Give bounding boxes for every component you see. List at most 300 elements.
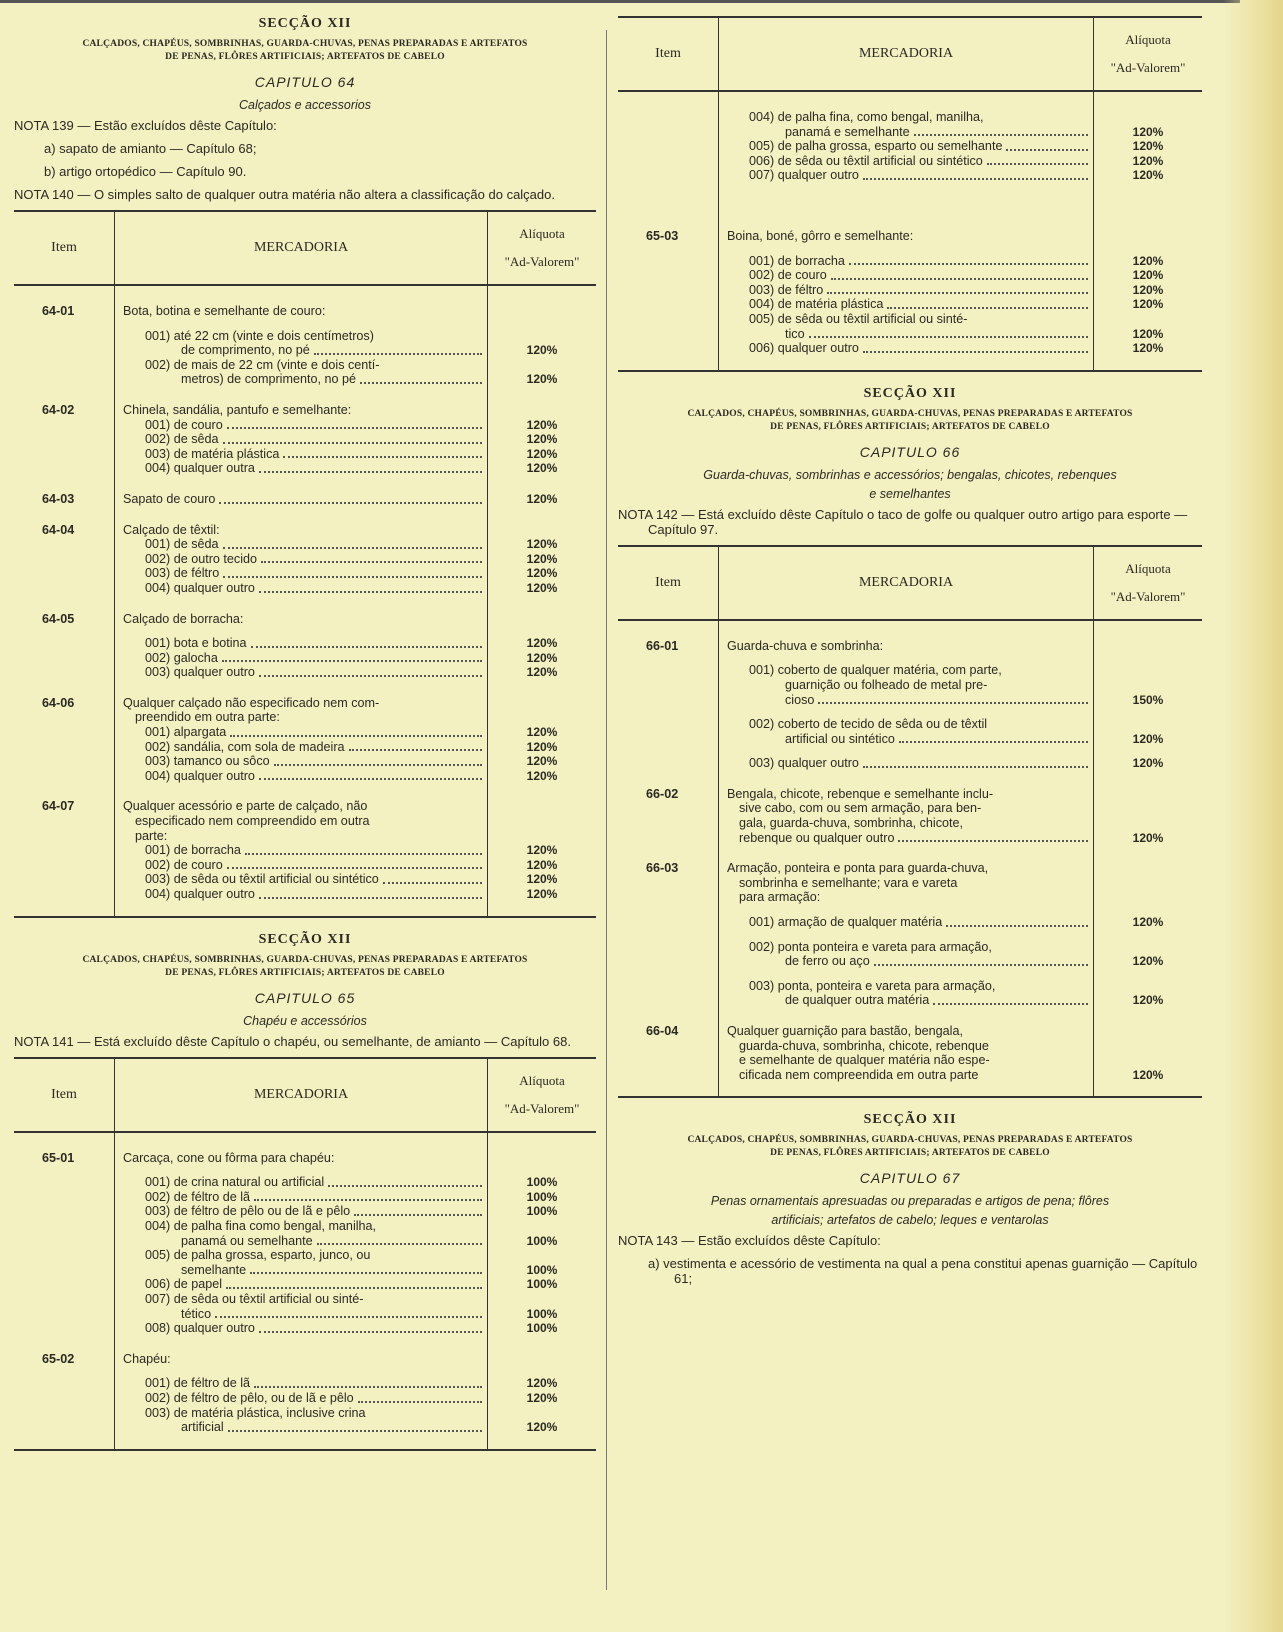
chapter-title: Penas ornamentais apresuadas ou preparadas e artigos de pena; flôres — [710, 1194, 1110, 1209]
rate-value: 120% — [526, 843, 558, 858]
merc-cell — [718, 993, 1094, 1008]
dot-leader — [274, 764, 482, 766]
dot-leader — [354, 1214, 482, 1216]
merc-cell — [718, 1024, 1094, 1039]
chapter-heading: CAPITULO 65 — [254, 989, 356, 1006]
merc-cell — [718, 756, 1094, 771]
merc-cell — [114, 552, 488, 567]
merc-cell — [114, 1151, 488, 1166]
column-rule — [718, 18, 719, 370]
merc-text: 006) qualquer outro — [749, 341, 859, 356]
rate-value: 120% — [1132, 1067, 1164, 1082]
merc-cell — [718, 954, 1094, 969]
merc-line — [718, 663, 1202, 678]
merc-cell — [718, 801, 1094, 816]
table-row — [14, 612, 596, 680]
merc-lines — [718, 110, 1202, 183]
header-merc — [114, 1059, 488, 1131]
tariff-table — [618, 545, 1202, 1099]
merc-line — [114, 887, 596, 902]
dot-leader — [863, 351, 1088, 353]
merc-cell — [114, 432, 488, 447]
merc-text: de qualquer outra matéria — [785, 993, 930, 1008]
dot-leader — [226, 1287, 482, 1289]
merc-cell — [114, 403, 488, 418]
row-gap — [618, 1008, 1202, 1024]
dot-leader — [317, 1243, 482, 1245]
column-rule — [114, 1059, 115, 1449]
merc-text: 001) de borracha — [749, 253, 845, 268]
spacer — [114, 319, 596, 329]
merc-cell — [114, 358, 488, 373]
dot-leader — [314, 353, 482, 355]
item-code: 64-02 — [42, 402, 75, 417]
header-item-label: Item — [51, 240, 77, 255]
column-rule — [487, 212, 488, 916]
merc-text: sombrinha e semelhante; vara e vareta — [739, 875, 958, 890]
merc-cell — [718, 639, 1094, 654]
merc-lines — [114, 523, 596, 596]
merc-line — [114, 537, 596, 552]
merc-cell — [718, 229, 1094, 244]
rate-value: 120% — [1132, 268, 1164, 283]
rate-value: 120% — [526, 754, 558, 769]
rate-value: 120% — [526, 739, 558, 754]
merc-lines — [718, 199, 1202, 356]
merc-line — [114, 581, 596, 596]
section-subtitle: CALÇADOS, CHAPÉUS, SOMBRINHAS, GUARDA-CHUVAS, PENAS PREPARADAS E ARTEFATOS — [82, 954, 528, 965]
section-subtitle: DE PENAS, FLÔRES ARTIFICIAIS; ARTEFATOS DE CABELO — [770, 421, 1050, 432]
merc-cell — [114, 887, 488, 902]
column-rule — [487, 1059, 488, 1449]
merc-text: 001) de couro — [145, 417, 223, 432]
header-merc — [718, 18, 1094, 90]
rate-value: 120% — [1132, 124, 1164, 139]
merc-text: 002) de féltro de pêlo, ou de lã e pêlo — [145, 1390, 354, 1405]
merc-cell — [718, 1039, 1094, 1054]
dot-leader — [827, 292, 1088, 294]
dot-leader — [360, 382, 482, 384]
chapter-title: artificiais; artefatos de cabelo; leques e ventarolas — [771, 1213, 1049, 1228]
merc-line — [114, 1248, 596, 1263]
merc-cell — [114, 304, 488, 319]
merc-text: e semelhante de qualquer matéria não espe- — [739, 1053, 990, 1068]
merc-lines — [718, 639, 1202, 771]
merc-line — [718, 268, 1202, 283]
section-subtitle: CALÇADOS, CHAPÉUS, SOMBRINHAS, GUARDA-CHUVAS, PENAS PREPARADAS E ARTEFATOS — [82, 39, 528, 49]
merc-text: 001) alpargata — [145, 725, 227, 740]
merc-line — [718, 125, 1202, 140]
row-gap — [14, 476, 596, 492]
merc-line — [114, 492, 596, 507]
header-rate-sublabel: "Ad-Valorem" — [1110, 60, 1186, 75]
dot-leader — [259, 471, 482, 473]
rate-value: 120% — [526, 636, 558, 651]
merc-text: 001) de féltro de lã — [145, 1376, 251, 1391]
merc-cell — [114, 461, 488, 476]
merc-cell — [114, 843, 488, 858]
merc-text: 001) de crina natural ou artificial — [145, 1175, 325, 1190]
dot-leader — [259, 1331, 482, 1333]
spacer — [718, 199, 1202, 229]
merc-cell — [114, 1277, 488, 1292]
merc-cell — [114, 1190, 488, 1205]
header-rate-label: Alíquota — [519, 1072, 565, 1088]
merc-text: 002) sandália, com sola de madeira — [145, 739, 345, 754]
rate-value: 120% — [526, 551, 558, 566]
merc-line — [718, 283, 1202, 298]
spacer — [718, 969, 1202, 979]
merc-text: Sapato de couro — [123, 491, 216, 506]
header-merc-label: MERCADORIA — [858, 46, 954, 61]
rate-value: 120% — [526, 725, 558, 740]
dot-leader — [358, 1401, 482, 1403]
merc-text: especificado nem compreendido em outra — [135, 814, 370, 829]
dot-leader — [849, 263, 1088, 265]
dot-leader — [259, 591, 482, 593]
merc-line — [114, 1391, 596, 1406]
merc-cell — [718, 678, 1094, 693]
merc-line — [114, 651, 596, 666]
item-code: 66-01 — [646, 638, 679, 653]
rate-value: 120% — [526, 1376, 558, 1391]
table-row — [14, 523, 596, 596]
table-row — [14, 492, 596, 507]
merc-text: 003) de matéria plástica — [145, 446, 280, 461]
rate-value: 120% — [526, 343, 558, 358]
header-rate-label: Alíquota — [519, 226, 565, 241]
dot-leader — [259, 897, 482, 899]
merc-line — [718, 229, 1202, 244]
merc-line — [718, 678, 1202, 693]
dot-leader — [228, 1430, 482, 1432]
merc-text: para armação: — [739, 890, 821, 905]
merc-line — [718, 312, 1202, 327]
merc-text: 001) armação de qualquer matéria — [749, 915, 943, 930]
merc-text: Calçado de borracha: — [123, 611, 244, 626]
merc-text: 003) de féltro — [749, 282, 824, 297]
merc-text: 004) qualquer outro — [145, 887, 255, 901]
rate-value: 120% — [526, 580, 558, 595]
dot-leader — [261, 561, 482, 563]
merc-line — [114, 665, 596, 680]
merc-lines — [718, 861, 1202, 1008]
merc-cell — [114, 636, 488, 651]
merc-line — [114, 740, 596, 755]
merc-text: 004) de palha fina como bengal, manilha, — [145, 1218, 377, 1233]
merc-cell — [718, 940, 1094, 955]
merc-line — [114, 329, 596, 344]
merc-line — [718, 341, 1202, 356]
rate-value: 120% — [1132, 756, 1164, 771]
merc-text: 005) de palha grossa, esparto, junco, ou — [145, 1248, 371, 1263]
rate-value: 120% — [526, 566, 558, 581]
merc-cell — [114, 1219, 488, 1234]
merc-text: 003) qualquer outro — [145, 665, 255, 680]
merc-line — [718, 1068, 1202, 1083]
merc-cell — [718, 816, 1094, 831]
merc-text: Chinela, sandália, pantufo e semelhante: — [123, 402, 352, 417]
merc-line — [114, 1352, 596, 1367]
merc-cell — [114, 418, 488, 433]
merc-line — [114, 372, 596, 387]
merc-cell — [718, 787, 1094, 802]
merc-text: Qualquer acessório e parte de calçado, não — [123, 799, 368, 814]
merc-line — [114, 432, 596, 447]
item-code: 64-05 — [42, 611, 75, 626]
merc-text: 001) de sêda — [145, 537, 219, 552]
table-row — [618, 110, 1202, 183]
merc-line — [718, 801, 1202, 816]
row-gap — [618, 771, 1202, 787]
merc-text: 002) coberto de tecido de sêda ou de têxtil — [749, 717, 988, 732]
dot-leader — [245, 853, 482, 855]
merc-line — [718, 693, 1202, 708]
merc-cell — [718, 693, 1094, 708]
merc-text: 002) ponta ponteira e vareta para armação, — [749, 939, 992, 954]
merc-line — [114, 612, 596, 627]
merc-cell — [718, 915, 1094, 930]
column-rule — [1093, 18, 1094, 370]
merc-line — [718, 717, 1202, 732]
dot-leader — [863, 766, 1088, 768]
merc-text: parte: — [135, 828, 168, 843]
merc-line — [114, 1321, 596, 1336]
top-rule — [0, 0, 1240, 3]
merc-text: 003) de féltro — [145, 566, 220, 581]
rate-value: 120% — [526, 872, 558, 887]
dot-leader — [914, 134, 1088, 136]
rate-value: 120% — [526, 768, 558, 783]
merc-line — [718, 861, 1202, 876]
merc-text: 002) galocha — [145, 650, 218, 665]
merc-cell — [114, 872, 488, 887]
dot-leader — [328, 1185, 482, 1187]
dot-leader — [254, 1199, 482, 1201]
merc-text: 001) até 22 cm (vinte e dois centímetros) — [145, 328, 374, 343]
section-subtitle: DE PENAS, FLÔRES ARTIFICIAIS; ARTEFATOS DE CABELO — [165, 52, 445, 62]
header-item — [14, 212, 114, 284]
dot-leader — [223, 576, 482, 578]
merc-text: 006) de papel — [145, 1277, 223, 1292]
note: NOTA 141 — Está excluído dêste Capítulo o chapéu, ou semelhante, de amianto — Capítulo 68. — [14, 1033, 571, 1049]
merc-text: 003) de matéria plástica, inclusive crina — [145, 1405, 366, 1420]
merc-line — [114, 829, 596, 844]
merc-text: 006) de sêda ou têxtil artificial ou sintético — [749, 153, 983, 168]
merc-lines — [114, 799, 596, 901]
item-code: 64-07 — [42, 799, 75, 814]
merc-cell — [718, 154, 1094, 169]
merc-cell — [114, 754, 488, 769]
merc-text: metros) de comprimento, no pé — [181, 372, 356, 387]
merc-cell — [114, 343, 488, 358]
spacer — [718, 930, 1202, 940]
row-gap — [618, 183, 1202, 199]
merc-cell — [718, 327, 1094, 342]
rate-value: 120% — [526, 665, 558, 680]
chapter-heading: CAPITULO 67 — [859, 1170, 961, 1187]
merc-text: 004) qualquer outro — [145, 580, 255, 595]
dot-leader — [933, 1003, 1088, 1005]
merc-text: Guarda-chuva e sombrinha: — [727, 638, 884, 653]
merc-line — [114, 1234, 596, 1249]
header-item — [618, 18, 718, 90]
merc-cell — [114, 581, 488, 596]
section-header — [618, 386, 1202, 537]
dot-leader — [254, 1386, 482, 1388]
spacer — [718, 707, 1202, 717]
merc-line — [114, 461, 596, 476]
merc-cell — [114, 1420, 488, 1435]
merc-cell — [114, 612, 488, 627]
header-rate-sublabel: "Ad-Valorem" — [504, 254, 580, 269]
header-rate — [488, 1059, 596, 1131]
merc-line — [114, 447, 596, 462]
item-code: 66-02 — [646, 786, 679, 801]
merc-text: panamá e semelhante — [785, 124, 910, 139]
merc-text: 002) de féltro de lã — [145, 1189, 251, 1204]
merc-cell — [114, 1234, 488, 1249]
merc-line — [718, 940, 1202, 955]
merc-text: cificada nem compreendida em outra parte — [739, 1067, 979, 1082]
rate-value: 100% — [526, 1204, 558, 1219]
merc-line — [718, 1024, 1202, 1039]
merc-cell — [718, 732, 1094, 747]
table-header — [618, 547, 1202, 621]
merc-text: Qualquer calçado não especificado nem com- — [123, 695, 380, 710]
item-code: 64-03 — [42, 491, 75, 506]
merc-cell — [718, 1068, 1094, 1083]
dot-leader — [230, 735, 482, 737]
merc-text: 003) qualquer outro — [749, 756, 859, 771]
merc-line — [114, 418, 596, 433]
rate-value: 100% — [526, 1321, 558, 1336]
rate-value: 120% — [1132, 830, 1164, 845]
merc-text: 004) qualquer outra — [145, 461, 255, 476]
rate-value: 120% — [1132, 993, 1164, 1008]
chapter-title: Calçados e accessorios — [238, 98, 371, 112]
note: a) vestimenta e acessório de vestimenta na qual a pena constitui apenas guarnição — Capítulo 61; — [648, 1256, 1198, 1287]
dot-leader — [818, 702, 1088, 704]
dot-leader — [223, 547, 482, 549]
rate-value: 100% — [526, 1175, 558, 1190]
merc-text: 007) qualquer outro — [749, 168, 859, 183]
merc-line — [114, 552, 596, 567]
merc-cell — [114, 829, 488, 844]
rate-value: 100% — [526, 1262, 558, 1277]
rate-value: 120% — [526, 887, 558, 901]
dot-leader — [283, 456, 482, 458]
merc-cell — [114, 710, 488, 725]
section-header — [618, 1112, 1202, 1286]
merc-cell — [114, 814, 488, 829]
merc-cell — [114, 769, 488, 784]
merc-cell — [114, 1175, 488, 1190]
merc-cell — [114, 858, 488, 873]
merc-line — [114, 1151, 596, 1166]
merc-line — [114, 636, 596, 651]
item-code: 66-04 — [646, 1024, 679, 1038]
rate-value: 120% — [1132, 954, 1164, 969]
merc-line — [718, 297, 1202, 312]
merc-text: 007) de sêda ou têxtil artificial ou sinté- — [145, 1291, 364, 1306]
dot-leader — [219, 502, 482, 504]
header-merc — [114, 212, 488, 284]
header-rate-label: Alíquota — [1125, 560, 1171, 576]
merc-cell — [718, 717, 1094, 732]
merc-cell — [114, 1307, 488, 1322]
table-row — [618, 199, 1202, 356]
section-subtitle: CALÇADOS, CHAPÉUS, SOMBRINHAS, GUARDA-CHUVAS, PENAS PREPARADAS E ARTEFATOS — [687, 1135, 1133, 1146]
column-rule — [718, 547, 719, 1097]
header-merc-label: MERCADORIA — [253, 1086, 349, 1102]
spacer — [718, 905, 1202, 915]
rate-value: 120% — [526, 432, 558, 447]
column-divider — [606, 30, 607, 1590]
merc-text: de ferro ou aço — [785, 954, 870, 969]
merc-line — [718, 254, 1202, 269]
rate-value: 120% — [526, 857, 558, 872]
item-code: 64-04 — [42, 522, 75, 537]
table-row — [618, 639, 1202, 771]
section-subtitle: CALÇADOS, CHAPÉUS, SOMBRINHAS, GUARDA-CHUVAS, PENAS PREPARADAS E ARTEFATOS — [687, 408, 1133, 419]
dot-leader — [250, 1272, 482, 1274]
merc-text: panamá ou semelhante — [181, 1233, 313, 1248]
merc-cell — [114, 523, 488, 538]
merc-line — [114, 858, 596, 873]
merc-cell — [114, 537, 488, 552]
table-body — [14, 286, 596, 916]
merc-line — [718, 756, 1202, 771]
section-subtitle: DE PENAS, FLÔRES ARTIFICIAIS; ARTEFATOS DE CABELO — [165, 967, 445, 978]
merc-text: guarnição ou folheado de metal pre- — [785, 677, 988, 692]
merc-line — [114, 1292, 596, 1307]
merc-line — [114, 769, 596, 784]
table-row — [14, 403, 596, 476]
merc-text: Chapéu: — [123, 1351, 171, 1366]
merc-text: semelhante — [181, 1262, 247, 1277]
merc-line — [718, 639, 1202, 654]
rate-value: 120% — [526, 537, 558, 552]
merc-line — [718, 327, 1202, 342]
merc-text: 002) de outro tecido — [145, 551, 258, 566]
merc-text: 002) de couro — [749, 268, 827, 283]
header-rate — [1094, 547, 1202, 619]
dot-leader — [349, 749, 482, 751]
dot-leader — [222, 660, 482, 662]
merc-text: cioso — [785, 692, 815, 707]
merc-line — [718, 876, 1202, 891]
merc-cell — [718, 297, 1094, 312]
merc-cell — [718, 890, 1094, 905]
header-rate-sublabel: "Ad-Valorem" — [504, 1100, 580, 1116]
merc-cell — [718, 254, 1094, 269]
header-item-label: Item — [51, 1086, 77, 1102]
rate-value: 120% — [526, 372, 558, 387]
row-gap — [14, 507, 596, 523]
merc-cell — [718, 283, 1094, 298]
merc-text: tético — [181, 1306, 212, 1321]
section-heading: SECÇÃO XII — [863, 385, 957, 401]
merc-lines — [114, 403, 596, 476]
merc-line — [114, 725, 596, 740]
spacer — [114, 626, 596, 636]
merc-cell — [718, 268, 1094, 283]
header-merc — [718, 547, 1094, 619]
merc-text: 003) de féltro de pêlo ou de lã e pêlo — [145, 1204, 351, 1219]
dot-leader — [227, 867, 482, 869]
merc-cell — [114, 566, 488, 581]
